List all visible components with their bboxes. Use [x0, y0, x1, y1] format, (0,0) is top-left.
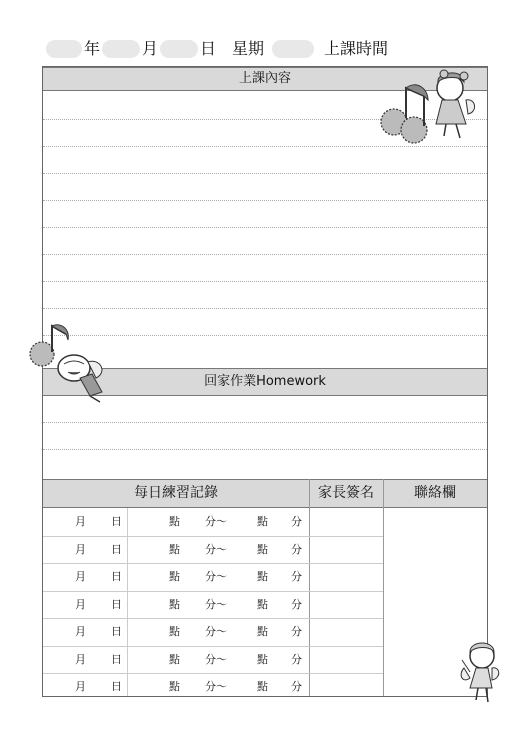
practice-row[interactable] — [43, 591, 383, 619]
day-cell: 日 — [111, 570, 122, 583]
writing-line — [43, 227, 487, 228]
end-hour-cell: 點 — [257, 542, 268, 556]
day-cell: 日 — [111, 597, 122, 611]
contact-title: 聯絡欄 — [414, 485, 456, 501]
row-divider — [43, 673, 383, 674]
fairy-music-note-icon — [376, 66, 480, 150]
row-divider — [43, 591, 383, 592]
writing-line — [43, 422, 487, 423]
month-cell: 月 — [75, 515, 86, 528]
weekday-blank[interactable] — [272, 40, 314, 58]
month-label: 月 — [142, 39, 159, 58]
start-hour-cell: 點 — [169, 515, 180, 528]
fairy-music-note-icon — [28, 322, 112, 404]
end-minute-cell: 分 — [291, 597, 302, 611]
end-hour-cell: 點 — [257, 625, 268, 638]
date-header — [46, 38, 486, 60]
start-minute-cell: 分～ — [205, 570, 227, 583]
practice-record-title: 每日練習記錄 — [134, 485, 218, 501]
row-divider — [43, 563, 383, 564]
day-cell: 日 — [111, 625, 122, 638]
day-cell: 日 — [111, 680, 122, 693]
practice-row[interactable] — [43, 618, 383, 646]
end-minute-cell: 分 — [291, 680, 302, 693]
start-minute-cell: 分～ — [205, 652, 227, 666]
start-minute-cell: 分～ — [205, 680, 227, 693]
writing-line — [43, 200, 487, 201]
class-time-label: 上課時間 — [324, 39, 389, 58]
end-hour-cell: 點 — [257, 515, 268, 528]
start-minute-cell: 分～ — [205, 625, 227, 638]
writing-line — [43, 281, 487, 282]
start-hour-cell: 點 — [169, 652, 180, 666]
start-hour-cell: 點 — [169, 680, 180, 693]
practice-row[interactable] — [43, 536, 383, 564]
start-minute-cell: 分～ — [205, 515, 227, 528]
day-cell: 日 — [111, 542, 122, 556]
month-cell: 月 — [75, 625, 86, 638]
practice-row[interactable] — [43, 673, 383, 701]
practice-table-header — [43, 479, 487, 508]
parent-signature-title: 家長簽名 — [318, 485, 374, 501]
end-hour-cell: 點 — [257, 680, 268, 693]
end-hour-cell: 點 — [257, 597, 268, 611]
start-minute-cell: 分～ — [205, 542, 227, 556]
end-minute-cell: 分 — [291, 652, 302, 666]
column-divider — [383, 479, 384, 696]
month-blank[interactable] — [102, 40, 140, 58]
writing-line — [43, 254, 487, 255]
month-cell: 月 — [75, 542, 86, 556]
start-hour-cell: 點 — [169, 542, 180, 556]
practice-row[interactable] — [43, 563, 383, 591]
start-minute-cell: 分～ — [205, 597, 227, 611]
practice-row[interactable] — [43, 508, 383, 536]
day-label: 日 — [200, 39, 217, 58]
writing-line — [43, 173, 487, 174]
end-hour-cell: 點 — [257, 570, 268, 583]
month-cell: 月 — [75, 680, 86, 693]
homework-title: 回家作業Homework — [204, 374, 326, 389]
lesson-content-title: 上課內容 — [238, 71, 291, 86]
day-blank[interactable] — [160, 40, 198, 58]
writing-line — [43, 449, 487, 450]
end-minute-cell: 分 — [291, 570, 302, 583]
year-blank[interactable] — [46, 40, 82, 58]
month-cell: 月 — [75, 570, 86, 583]
day-cell: 日 — [111, 652, 122, 666]
day-cell: 日 — [111, 515, 122, 528]
end-minute-cell: 分 — [291, 625, 302, 638]
month-cell: 月 — [75, 652, 86, 666]
weekday-label: 星期 — [232, 39, 265, 58]
end-hour-cell: 點 — [257, 652, 268, 666]
row-divider — [43, 536, 383, 537]
start-hour-cell: 點 — [169, 570, 180, 583]
fairy-icon — [456, 638, 502, 706]
month-cell: 月 — [75, 597, 86, 611]
year-label: 年 — [84, 39, 101, 58]
row-divider — [43, 618, 383, 619]
row-divider — [43, 646, 383, 647]
end-minute-cell: 分 — [291, 515, 302, 528]
end-minute-cell: 分 — [291, 542, 302, 556]
start-hour-cell: 點 — [169, 597, 180, 611]
writing-line — [43, 308, 487, 309]
practice-row[interactable] — [43, 646, 383, 674]
start-hour-cell: 點 — [169, 625, 180, 638]
